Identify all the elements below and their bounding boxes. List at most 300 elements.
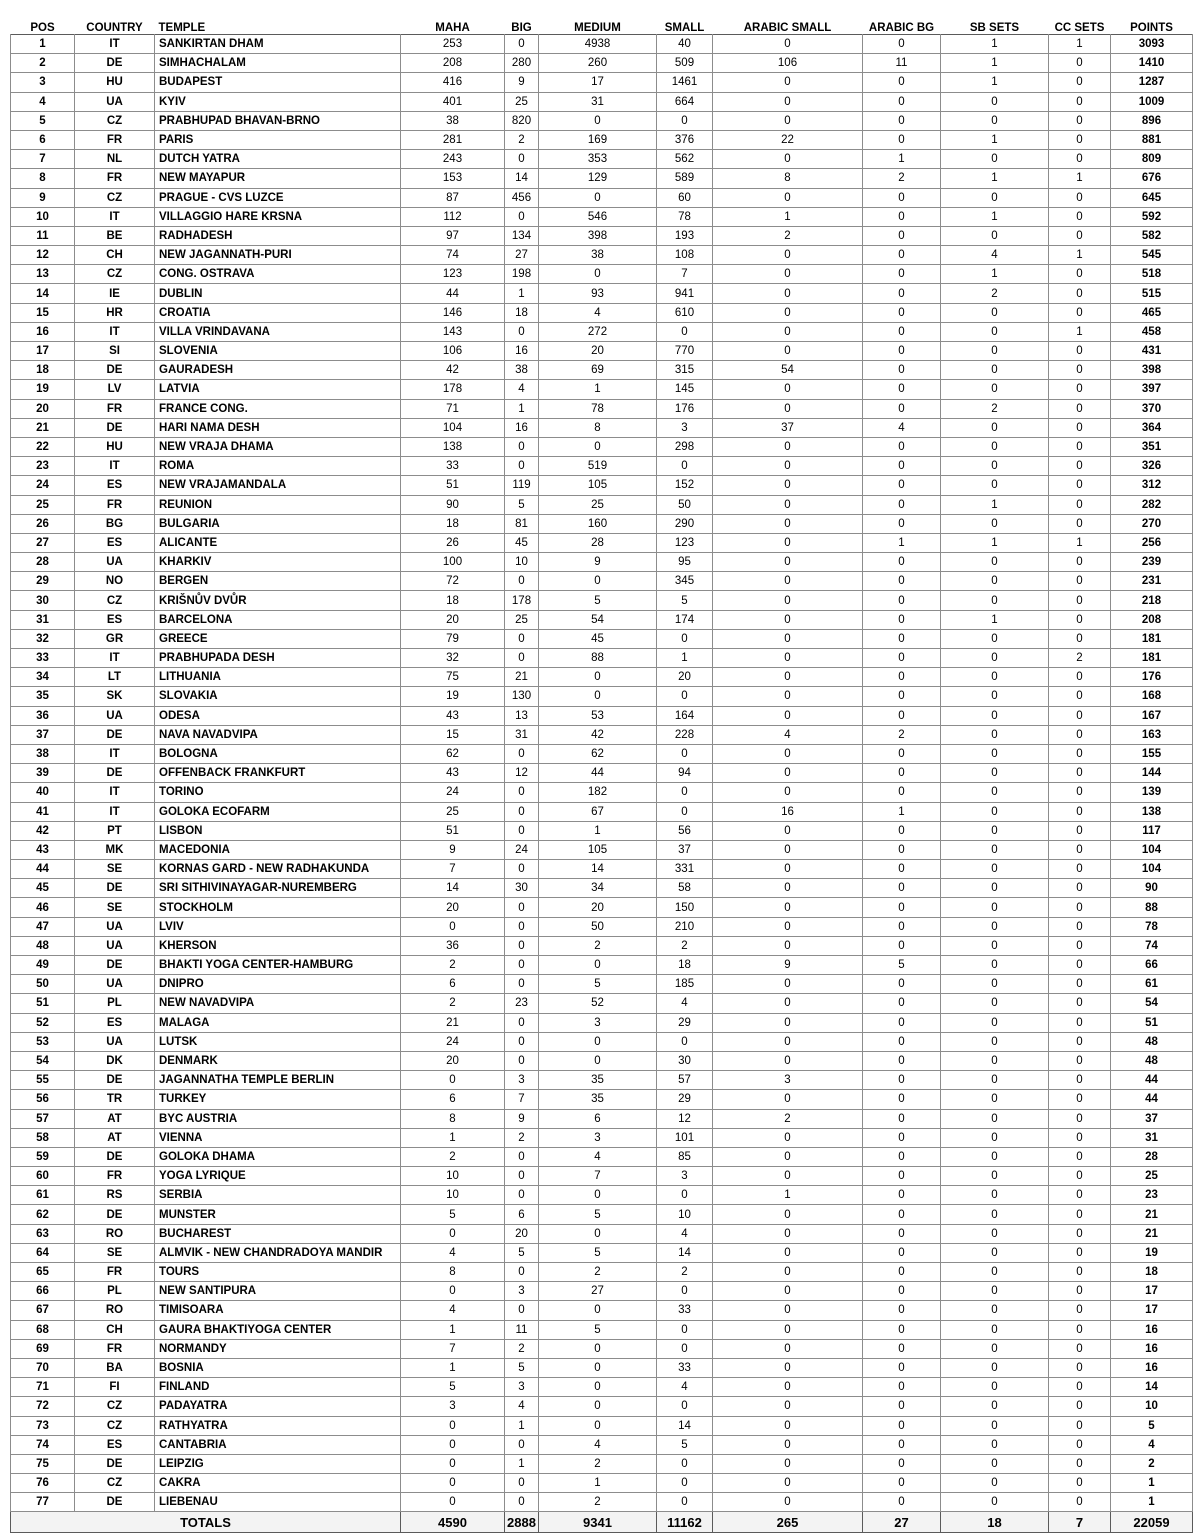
cell-country: DE [75, 361, 155, 380]
cell-big: 5 [505, 1358, 539, 1377]
table-row [11, 1205, 1193, 1224]
cell-cc-sets: 0 [1049, 1301, 1111, 1320]
cell-cc-sets: 0 [1049, 860, 1111, 879]
cell-small: 331 [657, 860, 713, 879]
cell-country: SK [75, 687, 155, 706]
cell-points: 14 [1111, 1378, 1193, 1397]
cell-arabic-bg: 0 [863, 629, 941, 648]
cell-small: 14 [657, 1243, 713, 1262]
cell-country: SE [75, 898, 155, 917]
cell-points: 270 [1111, 514, 1193, 533]
cell-arabic-small: 0 [713, 879, 863, 898]
cell-country: IT [75, 35, 155, 54]
cell-sb-sets: 0 [941, 629, 1049, 648]
cell-arabic-bg: 0 [863, 687, 941, 706]
table-row [11, 840, 1193, 859]
cell-country: DE [75, 725, 155, 744]
cell-temple: BOLOGNA [155, 744, 401, 763]
cell-maha: 32 [401, 649, 505, 668]
cell-sb-sets: 0 [941, 1493, 1049, 1512]
table-row [11, 1416, 1193, 1435]
cell-big: 0 [505, 744, 539, 763]
cell-cc-sets: 0 [1049, 553, 1111, 572]
cell-big: 0 [505, 936, 539, 955]
cell-arabic-small: 0 [713, 533, 863, 552]
cell-temple: CANTABRIA [155, 1435, 401, 1454]
cell-cc-sets: 0 [1049, 495, 1111, 514]
cell-sb-sets: 0 [941, 744, 1049, 763]
table-row [11, 73, 1193, 92]
cell-country: DE [75, 764, 155, 783]
cell-arabic-bg: 1 [863, 150, 941, 169]
cell-arabic-small: 1 [713, 1186, 863, 1205]
cell-country: UA [75, 1032, 155, 1051]
cell-arabic-small: 0 [713, 764, 863, 783]
cell-maha: 25 [401, 802, 505, 821]
cell-small: 174 [657, 610, 713, 629]
cell-small: 290 [657, 514, 713, 533]
table-row [11, 553, 1193, 572]
cell-arabic-small: 0 [713, 1051, 863, 1070]
cell-country: IT [75, 783, 155, 802]
cell-arabic-bg: 0 [863, 936, 941, 955]
cell-pos: 10 [11, 207, 75, 226]
cell-arabic-small: 0 [713, 668, 863, 687]
cell-pos: 53 [11, 1032, 75, 1051]
cell-medium: 25 [539, 495, 657, 514]
cell-cc-sets: 0 [1049, 629, 1111, 648]
cell-small: 29 [657, 1090, 713, 1109]
cell-sb-sets: 0 [941, 975, 1049, 994]
cell-country: PL [75, 994, 155, 1013]
cell-temple: KRIŠNŮV DVŮR [155, 591, 401, 610]
cell-arabic-small: 0 [713, 1205, 863, 1224]
cell-sb-sets: 0 [941, 591, 1049, 610]
cell-arabic-small: 1 [713, 207, 863, 226]
cell-country: AT [75, 1128, 155, 1147]
cell-points: 18 [1111, 1263, 1193, 1282]
cell-arabic-bg: 0 [863, 361, 941, 380]
cell-arabic-bg: 0 [863, 1090, 941, 1109]
cell-cc-sets: 0 [1049, 1013, 1111, 1032]
cell-points: 239 [1111, 553, 1193, 572]
cell-maha: 1 [401, 1358, 505, 1377]
cell-small: 58 [657, 879, 713, 898]
cell-big: 280 [505, 54, 539, 73]
cell-arabic-small: 0 [713, 495, 863, 514]
cell-sb-sets: 0 [941, 1051, 1049, 1070]
cell-temple: ALICANTE [155, 533, 401, 552]
cell-points: 545 [1111, 246, 1193, 265]
table-row [11, 860, 1193, 879]
cell-sb-sets: 0 [941, 1071, 1049, 1090]
cell-medium: 69 [539, 361, 657, 380]
cell-small: 12 [657, 1109, 713, 1128]
cell-maha: 5 [401, 1205, 505, 1224]
cell-points: 25 [1111, 1167, 1193, 1186]
cell-maha: 6 [401, 1090, 505, 1109]
cell-points: 676 [1111, 169, 1193, 188]
cell-temple: RATHYATRA [155, 1416, 401, 1435]
table-row [11, 380, 1193, 399]
cell-pos: 75 [11, 1454, 75, 1473]
cell-small: 0 [657, 322, 713, 341]
cell-arabic-bg: 0 [863, 917, 941, 936]
cell-big: 11 [505, 1320, 539, 1339]
cell-medium: 5 [539, 591, 657, 610]
cell-medium: 4 [539, 1435, 657, 1454]
cell-cc-sets: 0 [1049, 1147, 1111, 1166]
cell-country: FR [75, 1167, 155, 1186]
cell-cc-sets: 0 [1049, 802, 1111, 821]
cell-pos: 18 [11, 361, 75, 380]
cell-temple: GREECE [155, 629, 401, 648]
table-row [11, 821, 1193, 840]
cell-big: 1 [505, 1454, 539, 1473]
cell-big: 2 [505, 1339, 539, 1358]
cell-pos: 55 [11, 1071, 75, 1090]
cell-arabic-small: 16 [713, 802, 863, 821]
cell-sb-sets: 0 [941, 706, 1049, 725]
cell-points: 139 [1111, 783, 1193, 802]
cell-arabic-small: 0 [713, 706, 863, 725]
cell-medium: 31 [539, 92, 657, 111]
cell-temple: KORNAS GARD - NEW RADHAKUNDA [155, 860, 401, 879]
table-row [11, 246, 1193, 265]
cell-maha: 42 [401, 361, 505, 380]
cell-big: 6 [505, 1205, 539, 1224]
cell-sb-sets: 0 [941, 956, 1049, 975]
cell-country: SE [75, 860, 155, 879]
cell-pos: 61 [11, 1186, 75, 1205]
cell-medium: 35 [539, 1090, 657, 1109]
cell-maha: 100 [401, 553, 505, 572]
cell-arabic-small: 0 [713, 687, 863, 706]
cell-small: 7 [657, 265, 713, 284]
cell-cc-sets: 1 [1049, 322, 1111, 341]
cell-sb-sets: 0 [941, 1205, 1049, 1224]
cell-arabic-small: 0 [713, 1358, 863, 1377]
cell-arabic-bg: 0 [863, 1282, 941, 1301]
cell-small: 29 [657, 1013, 713, 1032]
cell-pos: 60 [11, 1167, 75, 1186]
cell-maha: 281 [401, 130, 505, 149]
cell-big: 130 [505, 687, 539, 706]
cell-big: 0 [505, 917, 539, 936]
cell-temple: LIEBENAU [155, 1493, 401, 1512]
cell-arabic-small: 0 [713, 1282, 863, 1301]
cell-points: 66 [1111, 956, 1193, 975]
cell-points: 181 [1111, 629, 1193, 648]
cell-maha: 0 [401, 1454, 505, 1473]
cell-temple: YOGA LYRIQUE [155, 1167, 401, 1186]
cell-big: 27 [505, 246, 539, 265]
cell-sb-sets: 0 [941, 879, 1049, 898]
cell-cc-sets: 0 [1049, 111, 1111, 130]
cell-maha: 138 [401, 437, 505, 456]
header-sb-sets: SB SETS [969, 22, 1020, 34]
cell-maha: 243 [401, 150, 505, 169]
cell-cc-sets: 0 [1049, 821, 1111, 840]
cell-small: 193 [657, 226, 713, 245]
cell-cc-sets: 0 [1049, 457, 1111, 476]
cell-medium: 0 [539, 1397, 657, 1416]
cell-arabic-bg: 0 [863, 130, 941, 149]
cell-sb-sets: 0 [941, 457, 1049, 476]
cell-cc-sets: 0 [1049, 706, 1111, 725]
cell-medium: 34 [539, 879, 657, 898]
cell-points: 181 [1111, 649, 1193, 668]
table-row [11, 1224, 1193, 1243]
cell-country: GR [75, 629, 155, 648]
cell-arabic-small: 0 [713, 92, 863, 111]
cell-cc-sets: 0 [1049, 1416, 1111, 1435]
cell-medium: 8 [539, 418, 657, 437]
cell-points: 881 [1111, 130, 1193, 149]
cell-sb-sets: 1 [941, 610, 1049, 629]
cell-temple: LUTSK [155, 1032, 401, 1051]
cell-points: 37 [1111, 1109, 1193, 1128]
cell-country: DE [75, 418, 155, 437]
cell-big: 9 [505, 73, 539, 92]
cell-arabic-small: 0 [713, 1435, 863, 1454]
cell-small: 145 [657, 380, 713, 399]
cell-points: 138 [1111, 802, 1193, 821]
cell-medium: 0 [539, 668, 657, 687]
cell-arabic-small: 0 [713, 783, 863, 802]
cell-maha: 0 [401, 1071, 505, 1090]
cell-small: 14 [657, 1416, 713, 1435]
cell-medium: 27 [539, 1282, 657, 1301]
cell-big: 1 [505, 1416, 539, 1435]
table-row [11, 572, 1193, 591]
cell-arabic-bg: 0 [863, 1128, 941, 1147]
cell-arabic-small: 0 [713, 1454, 863, 1473]
table-body [11, 35, 1193, 1512]
cell-arabic-small: 0 [713, 821, 863, 840]
cell-cc-sets: 0 [1049, 783, 1111, 802]
cell-country: ES [75, 1013, 155, 1032]
cell-sb-sets: 0 [941, 898, 1049, 917]
cell-medium: 2 [539, 1263, 657, 1282]
cell-small: 509 [657, 54, 713, 73]
table-row [11, 725, 1193, 744]
cell-cc-sets: 0 [1049, 188, 1111, 207]
table-row [11, 1013, 1193, 1032]
cell-temple: CONG. OSTRAVA [155, 265, 401, 284]
cell-country: UA [75, 92, 155, 111]
cell-country: DE [75, 1205, 155, 1224]
cell-cc-sets: 0 [1049, 1032, 1111, 1051]
cell-small: 20 [657, 668, 713, 687]
cell-cc-sets: 0 [1049, 956, 1111, 975]
cell-country: RS [75, 1186, 155, 1205]
cell-pos: 66 [11, 1282, 75, 1301]
cell-small: 1 [657, 649, 713, 668]
cell-temple: BARCELONA [155, 610, 401, 629]
table-row [11, 1339, 1193, 1358]
cell-medium: 17 [539, 73, 657, 92]
cell-pos: 8 [11, 169, 75, 188]
cell-big: 25 [505, 92, 539, 111]
cell-cc-sets: 0 [1049, 303, 1111, 322]
cell-arabic-small: 0 [713, 1013, 863, 1032]
cell-cc-sets: 0 [1049, 1397, 1111, 1416]
cell-arabic-small: 8 [713, 169, 863, 188]
cell-sb-sets: 0 [941, 92, 1049, 111]
cell-small: 4 [657, 994, 713, 1013]
cell-big: 81 [505, 514, 539, 533]
cell-medium: 398 [539, 226, 657, 245]
total-arabic-small: 265 [713, 1512, 863, 1533]
totals-label: TOTALS [11, 1512, 401, 1533]
cell-maha: 0 [401, 1474, 505, 1493]
cell-arabic-bg: 0 [863, 73, 941, 92]
cell-sb-sets: 0 [941, 936, 1049, 955]
cell-arabic-bg: 0 [863, 188, 941, 207]
cell-temple: BUCHAREST [155, 1224, 401, 1243]
table-row [11, 1032, 1193, 1051]
cell-pos: 62 [11, 1205, 75, 1224]
cell-sb-sets: 0 [941, 226, 1049, 245]
cell-arabic-bg: 0 [863, 92, 941, 111]
cell-temple: ROMA [155, 457, 401, 476]
cell-cc-sets: 0 [1049, 342, 1111, 361]
cell-arabic-small: 0 [713, 840, 863, 859]
table-row [11, 207, 1193, 226]
cell-small: 4 [657, 1224, 713, 1243]
cell-arabic-small: 106 [713, 54, 863, 73]
cell-points: 645 [1111, 188, 1193, 207]
table-row [11, 111, 1193, 130]
cell-cc-sets: 0 [1049, 476, 1111, 495]
cell-pos: 65 [11, 1263, 75, 1282]
cell-arabic-small: 0 [713, 342, 863, 361]
cell-big: 0 [505, 821, 539, 840]
cell-cc-sets: 0 [1049, 207, 1111, 226]
cell-small: 5 [657, 1435, 713, 1454]
table-row [11, 1454, 1193, 1473]
cell-sb-sets: 0 [941, 322, 1049, 341]
cell-maha: 20 [401, 610, 505, 629]
cell-cc-sets: 0 [1049, 1358, 1111, 1377]
cell-small: 210 [657, 917, 713, 936]
cell-small: 315 [657, 361, 713, 380]
cell-country: HU [75, 73, 155, 92]
cell-medium: 7 [539, 1167, 657, 1186]
cell-cc-sets: 0 [1049, 764, 1111, 783]
total-cc-sets: 7 [1049, 1512, 1111, 1533]
cell-arabic-small: 3 [713, 1071, 863, 1090]
cell-temple: PRAGUE - CVS LUZCE [155, 188, 401, 207]
cell-maha: 0 [401, 1493, 505, 1512]
cell-arabic-bg: 0 [863, 207, 941, 226]
cell-small: 345 [657, 572, 713, 591]
cell-country: CZ [75, 1474, 155, 1493]
cell-sb-sets: 1 [941, 35, 1049, 54]
cell-arabic-bg: 0 [863, 898, 941, 917]
cell-country: IT [75, 744, 155, 763]
cell-sb-sets: 0 [941, 783, 1049, 802]
cell-arabic-bg: 1 [863, 802, 941, 821]
cell-pos: 44 [11, 860, 75, 879]
cell-arabic-bg: 0 [863, 1358, 941, 1377]
cell-medium: 38 [539, 246, 657, 265]
cell-points: 515 [1111, 284, 1193, 303]
cell-small: 0 [657, 783, 713, 802]
cell-points: 1009 [1111, 92, 1193, 111]
cell-maha: 4 [401, 1301, 505, 1320]
cell-temple: VILLA VRINDAVANA [155, 322, 401, 341]
table-row [11, 1378, 1193, 1397]
cell-big: 0 [505, 35, 539, 54]
cell-arabic-small: 0 [713, 35, 863, 54]
cell-maha: 33 [401, 457, 505, 476]
cell-temple: ODESA [155, 706, 401, 725]
cell-medium: 1 [539, 380, 657, 399]
cell-maha: 71 [401, 399, 505, 418]
cell-cc-sets: 1 [1049, 169, 1111, 188]
cell-big: 16 [505, 342, 539, 361]
cell-big: 0 [505, 956, 539, 975]
table-row [11, 1301, 1193, 1320]
table-row [11, 265, 1193, 284]
cell-medium: 5 [539, 1205, 657, 1224]
cell-points: 17 [1111, 1282, 1193, 1301]
cell-cc-sets: 0 [1049, 994, 1111, 1013]
cell-medium: 88 [539, 649, 657, 668]
table-row [11, 169, 1193, 188]
cell-small: 108 [657, 246, 713, 265]
cell-pos: 5 [11, 111, 75, 130]
cell-country: FI [75, 1378, 155, 1397]
cell-small: 0 [657, 802, 713, 821]
cell-small: 0 [657, 1397, 713, 1416]
cell-country: IE [75, 284, 155, 303]
cell-arabic-small: 0 [713, 265, 863, 284]
cell-medium: 0 [539, 188, 657, 207]
cell-medium: 5 [539, 975, 657, 994]
cell-points: 1410 [1111, 54, 1193, 73]
cell-points: 370 [1111, 399, 1193, 418]
cell-temple: LVIV [155, 917, 401, 936]
cell-pos: 3 [11, 73, 75, 92]
cell-medium: 169 [539, 130, 657, 149]
cell-temple: MACEDONIA [155, 840, 401, 859]
cell-medium: 105 [539, 840, 657, 859]
cell-cc-sets: 0 [1049, 1090, 1111, 1109]
cell-temple: GOLOKA ECOFARM [155, 802, 401, 821]
cell-arabic-small: 0 [713, 744, 863, 763]
cell-medium: 3 [539, 1128, 657, 1147]
cell-small: 2 [657, 936, 713, 955]
cell-sb-sets: 0 [941, 1358, 1049, 1377]
cell-arabic-small: 0 [713, 476, 863, 495]
cell-pos: 36 [11, 706, 75, 725]
cell-arabic-small: 0 [713, 975, 863, 994]
cell-small: 95 [657, 553, 713, 572]
cell-temple: PARIS [155, 130, 401, 149]
cell-arabic-bg: 0 [863, 226, 941, 245]
cell-maha: 9 [401, 840, 505, 859]
cell-country: BG [75, 514, 155, 533]
table-row [11, 706, 1193, 725]
cell-pos: 40 [11, 783, 75, 802]
cell-arabic-bg: 0 [863, 1167, 941, 1186]
cell-points: 48 [1111, 1051, 1193, 1070]
table-row [11, 687, 1193, 706]
cell-arabic-bg: 0 [863, 284, 941, 303]
